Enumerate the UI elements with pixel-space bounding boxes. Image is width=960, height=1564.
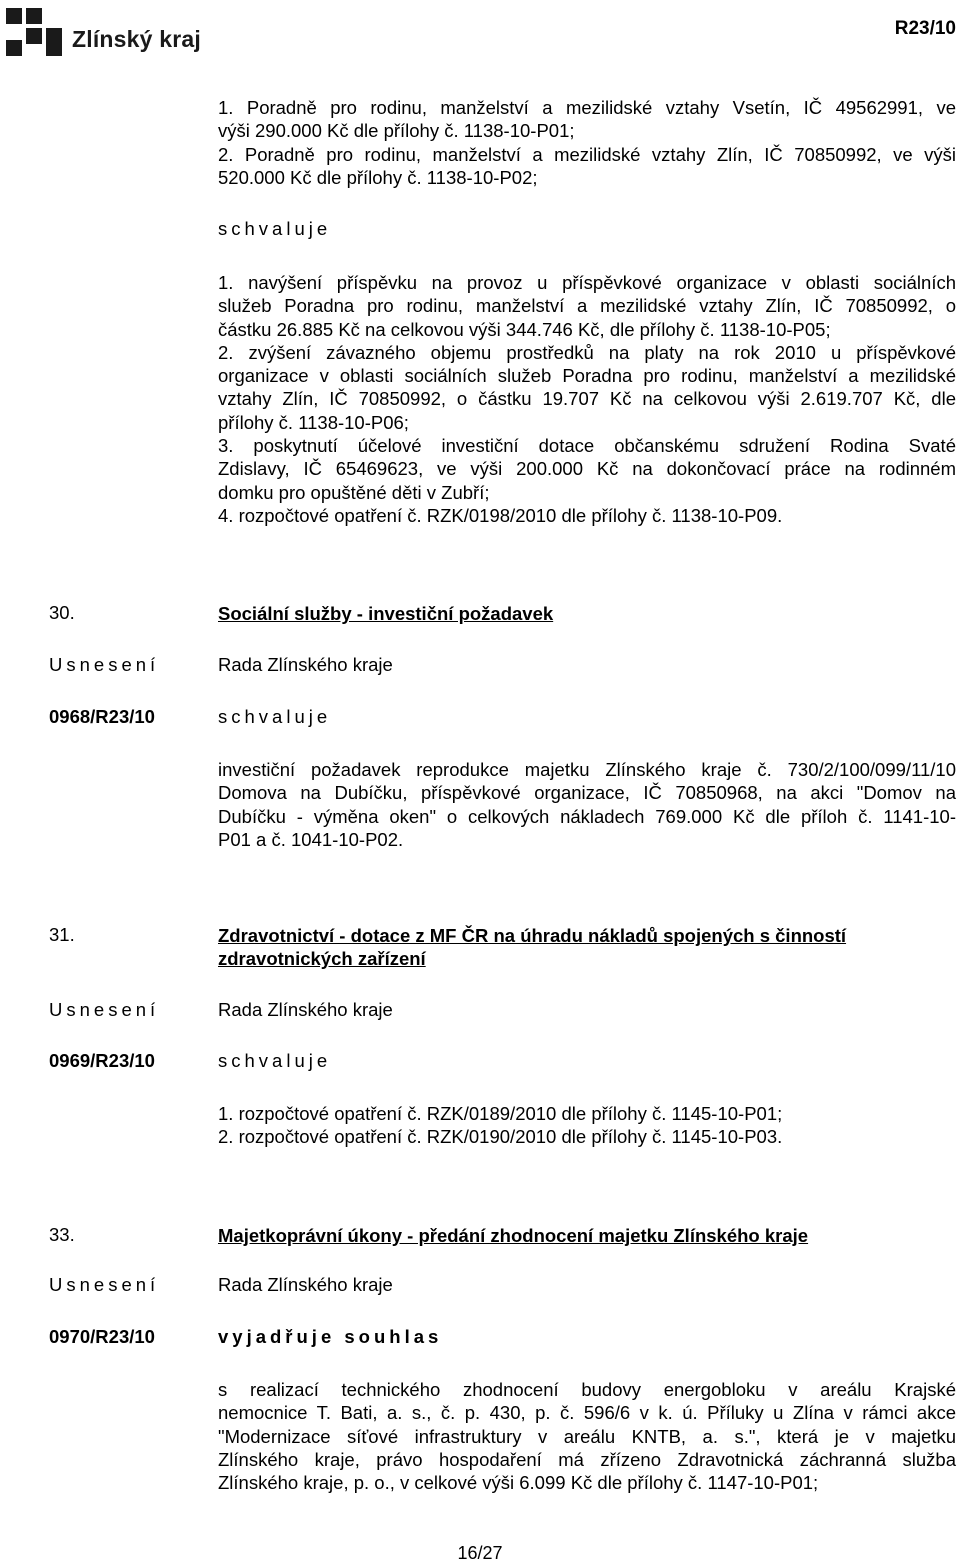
text-line: P01 a č. 1041-10-P02. — [218, 828, 404, 850]
section-title: Majetkoprávní úkony - předání zhodnocení majetku Zlínského kraje — [218, 1225, 809, 1246]
item-line: služeb Poradna pro rodinu, manželství a mezilidské vztahy Zlín, IČ 70850992, o — [218, 295, 956, 317]
usneseni-label: Usnesení — [49, 999, 160, 1020]
title-line: Zdravotnictví - dotace z MF ČR na úhradu nákladů spojených s činností — [218, 925, 847, 946]
logo-text: Zlínský kraj — [72, 26, 201, 52]
resolution-id: 0968/R23/10 — [49, 706, 155, 727]
item-line: organizace v oblasti sociálních služeb Poradna pro rodinu, manželství a mezilidské — [218, 365, 956, 387]
text-line: Dubíčku - výměna oken" o celkových nákladech 769.000 Kč dle příloh č. 1141-10- — [218, 805, 956, 827]
text-line: investiční požadavek reprodukce majetku Zlínského kraje č. 730/2/100/099/11/10 — [218, 759, 956, 780]
text-line: 520.000 Kč dle přílohy č. 1138-10-P02; — [218, 166, 538, 188]
text-line: Zlínského kraje, p. o., v celkové výši 6.099 Kč dle přílohy č. 1147-10-P01; — [218, 1472, 819, 1494]
section-number: 31. — [49, 924, 75, 945]
text-line: 1. Poradně pro rodinu, manželství a mezilidské vztahy Vsetín, IČ 49562991, ve — [218, 97, 956, 118]
text-line: výši 290.000 Kč dle přílohy č. 1138-10-P01; — [218, 120, 575, 142]
text-line: "Modernizace síťové infrastruktury v areálu KNTB, a. s.", která je v majetku — [218, 1425, 956, 1447]
item-line: částku 26.885 Kč na celkovou výši 344.746 Kč, dle přílohy č. 1138-10-P05; — [218, 318, 831, 340]
council-name: Rada Zlínského kraje — [218, 654, 393, 675]
item-line: 4. rozpočtové opatření č. RZK/0198/2010 dle přílohy č. 1138-10-P09. — [218, 504, 783, 526]
resolution-text — [218, 1378, 956, 1494]
item-line: 1. navýšení příspěvku na provoz u příspěvkové organizace v oblasti sociálních — [218, 272, 956, 293]
item-line: 2. zvýšení závazného objemu prostředků na platy na rok 2010 u příspěvkové — [218, 341, 956, 363]
section-number: 30. — [49, 602, 75, 623]
approved-items — [218, 271, 956, 527]
zlinsky-kraj-logo — [6, 8, 201, 56]
item-line: přílohy č. 1138-10-P06; — [218, 411, 409, 433]
text-line: 2. rozpočtové opatření č. RZK/0190/2010 dle přílohy č. 1145-10-P03. — [218, 1126, 783, 1148]
resolution-id: 0970/R23/10 — [49, 1326, 155, 1347]
title-line: zdravotnických zařízení — [218, 948, 426, 969]
verb-schvaluje: schvaluje — [218, 1050, 332, 1071]
page-number: 16/27 — [457, 1543, 503, 1563]
usneseni-label: Usnesení — [49, 1274, 160, 1295]
section-number: 33. — [49, 1224, 75, 1245]
verb-schvaluje: schvaluje — [218, 706, 332, 727]
item-line: Zdislavy, IČ 65469623, ve výši 200.000 Kč na dokončovací práce na rodinném — [218, 458, 956, 480]
text-line: Domova na Dubíčku, příspěvkové organizace, IČ 70850968, na akci "Domov na — [218, 782, 956, 804]
text-line: 1. rozpočtové opatření č. RZK/0189/2010 dle přílohy č. 1145-10-P01; — [218, 1103, 783, 1124]
section-title: Sociální služby - investiční požadavek — [218, 603, 554, 624]
council-name: Rada Zlínského kraje — [218, 1274, 393, 1295]
text-line: nemocnice T. Bati, a. s., č. p. 430, p. č. 596/6 v k. ú. Příluky u Zlína v rámci akce — [218, 1402, 956, 1424]
usneseni-label: Usnesení — [49, 654, 160, 675]
document-code: R23/10 — [894, 18, 956, 39]
resolution-text — [218, 1102, 956, 1149]
item-line: domku pro opuštěné děti v Zubří; — [218, 481, 490, 503]
resolution-id: 0969/R23/10 — [49, 1050, 155, 1071]
council-name: Rada Zlínského kraje — [218, 999, 393, 1020]
text-line: s realizací technického zhodnocení budovy energobloku v areálu Krajské — [218, 1379, 956, 1400]
intro-paragraph — [218, 96, 956, 189]
resolution-text — [218, 758, 956, 851]
text-line: 2. Poradně pro rodinu, manželství a mezilidské vztahy Zlín, IČ 70850992, ve výši — [218, 143, 956, 165]
item-line: 3. poskytnutí účelové investiční dotace občanskému sdružení Rodina Svaté — [218, 435, 956, 457]
verb-vyjadruje-souhlas: vyjadřuje souhlas — [218, 1326, 443, 1347]
text-line: Zlínského kraje, právo hospodaření má zřízeno Zdravotnická záchranná služba — [218, 1448, 956, 1470]
item-line: vztahy Zlín, IČ 70850992, o částku 19.707 Kč na celkovou výši 2.619.707 Kč, dle — [218, 388, 956, 410]
verb-schvaluje: schvaluje — [218, 218, 332, 239]
section-title — [218, 924, 956, 970]
